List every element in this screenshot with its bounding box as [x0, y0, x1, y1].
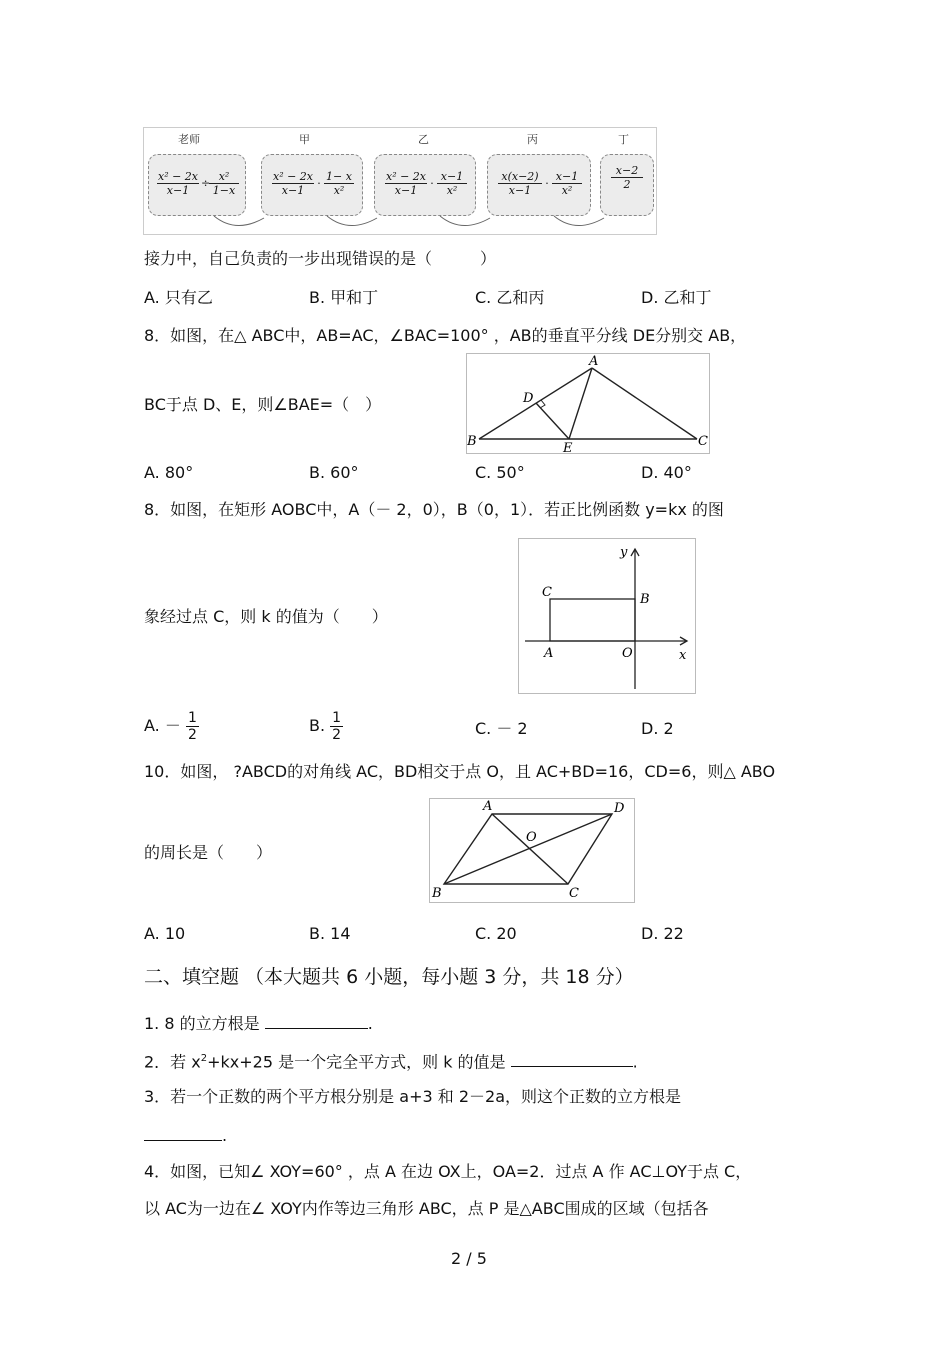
- q8a-triangle-figure: [466, 353, 710, 454]
- segment-DE: [536, 403, 569, 439]
- relay-step-ding: $\frac{x-2}{2}$: [600, 154, 654, 216]
- q8a-option-d[interactable]: D. 40°: [641, 463, 692, 482]
- q10-line2: 的周长是（ ）: [144, 843, 273, 862]
- label-x: x: [679, 648, 687, 663]
- fraction-half: $\frac{1}{2}$: [332, 710, 342, 743]
- q7-option-b[interactable]: B. 甲和丁: [309, 288, 379, 307]
- q7-option-c[interactable]: C. 乙和丙: [475, 288, 545, 307]
- q8b-option-b[interactable]: B. $\frac{1}{2}$: [309, 710, 342, 743]
- q8a-option-b[interactable]: B. 60°: [309, 463, 359, 482]
- label-A: A: [589, 354, 599, 369]
- q10-line1: 10．如图， ?ABCD的对角线 AC，BD相交于点 O，且 AC+BD=16，CD=6，则△ ABO: [144, 762, 776, 781]
- relay-role-yi: 乙: [418, 133, 429, 146]
- label-A: A: [483, 799, 493, 814]
- q10-option-b[interactable]: B. 14: [309, 924, 351, 943]
- relay-role-ding: 丁: [618, 133, 629, 146]
- fill-q3-blank-line: .: [144, 1124, 227, 1146]
- section-2-title: 二、填空题 （本大题共 6 小题，每小题 3 分，共 18 分）: [144, 966, 634, 988]
- label-B: B: [432, 886, 442, 901]
- label-D: D: [523, 391, 534, 406]
- label-A: A: [544, 646, 554, 661]
- page-number: 2 / 5: [451, 1249, 487, 1268]
- relay-step-yi: $\frac{\text{x² − 2x}}{x-1}$ · $\frac{x-1}{\text{x²}}$: [374, 154, 476, 216]
- right-angle-mark: [540, 400, 545, 408]
- q10-option-d[interactable]: D. 22: [641, 924, 684, 943]
- relay-figure: [143, 127, 657, 235]
- q8a-line2: BC于点 D、E，则∠BAE=（ ）: [144, 395, 382, 414]
- segment-BA: [479, 368, 592, 439]
- relay-arrows: [144, 128, 656, 234]
- label-B: B: [467, 434, 477, 449]
- relay-role-bing: 丙: [527, 133, 538, 146]
- q10-parallelogram-figure: [429, 798, 635, 903]
- fraction-neg-half: $\frac{1}{2}$: [187, 710, 197, 743]
- label-C: C: [698, 434, 708, 449]
- label-y: y: [620, 545, 628, 560]
- q8a-line1: 8．如图，在△ ABC中，AB=AC，∠BAC=100° ，AB的垂直平分线 DE分别交 AB，: [144, 326, 747, 345]
- diagonal-AC: [492, 814, 568, 884]
- q8a-option-a[interactable]: A. 80°: [144, 463, 194, 482]
- relay-step-jia: $\frac{\text{x² − 2x}}{x-1}$ · $\frac{1- x}{\text{x²}}$: [261, 154, 363, 216]
- answer-blank-1[interactable]: [265, 1012, 368, 1029]
- label-D: D: [614, 801, 625, 816]
- label-B: B: [640, 592, 650, 607]
- label-O: O: [622, 646, 633, 661]
- q7-stem: 接力中，自己负责的一步出现错误的是（ ）: [144, 249, 497, 268]
- relay-role-teacher: 老师: [178, 133, 200, 146]
- label-E: E: [563, 441, 573, 453]
- label-C: C: [569, 886, 579, 901]
- q10-option-a[interactable]: A. 10: [144, 924, 186, 943]
- fill-q1: 1. 8 的立方根是 .: [144, 1014, 373, 1033]
- label-C: C: [542, 585, 552, 600]
- diagonal-BD: [444, 814, 612, 884]
- q8a-option-c[interactable]: C. 50°: [475, 463, 525, 482]
- segment-AE: [569, 368, 592, 439]
- q8b-line2: 象经过点 C，则 k 的值为（ ）: [144, 607, 388, 626]
- q10-option-c[interactable]: C. 20: [475, 924, 517, 943]
- q7-option-d[interactable]: D. 乙和丁: [641, 288, 712, 307]
- q8b-rectangle-figure: [518, 538, 696, 694]
- q7-option-a[interactable]: A. 只有乙: [144, 288, 213, 307]
- q8b-option-d[interactable]: D. 2: [641, 719, 674, 738]
- q8b-option-c[interactable]: C. － 2: [475, 719, 528, 738]
- rectangle-AOBC: [550, 599, 635, 641]
- label-O: O: [526, 830, 537, 845]
- fill-q2: 2．若 $x^2+kx+25$ 是一个完全平方式，则 k 的值是 .: [144, 1052, 638, 1072]
- q8b-line1: 8．如图，在矩形 AOBC中，A（－ 2，0），B（0，1）．若正比例函数 y=kx 的图: [144, 500, 724, 519]
- relay-role-jia: 甲: [299, 133, 310, 146]
- fill-q4-line2: 以 AC为一边在∠ XOY内作等边三角形 ABC，点 P 是△ABC围成的区域（包括各: [144, 1199, 709, 1218]
- relay-step-bing: $\frac{x(x-2)}{x-1}$ · $\frac{x-1}{\text{x²}}$: [487, 154, 591, 216]
- fill-q4-line1: 4．如图，已知∠ XOY=60° ，点 A 在边 OX上，OA=2．过点 A 作 AC⊥OY于点 C，: [144, 1162, 752, 1181]
- segment-AC: [592, 368, 697, 439]
- answer-blank-3[interactable]: [144, 1124, 222, 1141]
- fill-q3: 3．若一个正数的两个平方根分别是 a+3 和 2－2a，则这个正数的立方根是: [144, 1087, 681, 1106]
- answer-blank-2[interactable]: [511, 1050, 633, 1067]
- relay-step-teacher: $\frac{\text{x² − 2x}}{x-1}$ ÷ $\frac{\text{x²}}{1-x}$: [148, 154, 246, 216]
- q8b-option-a[interactable]: A. － $\frac{1}{2}$: [144, 710, 197, 743]
